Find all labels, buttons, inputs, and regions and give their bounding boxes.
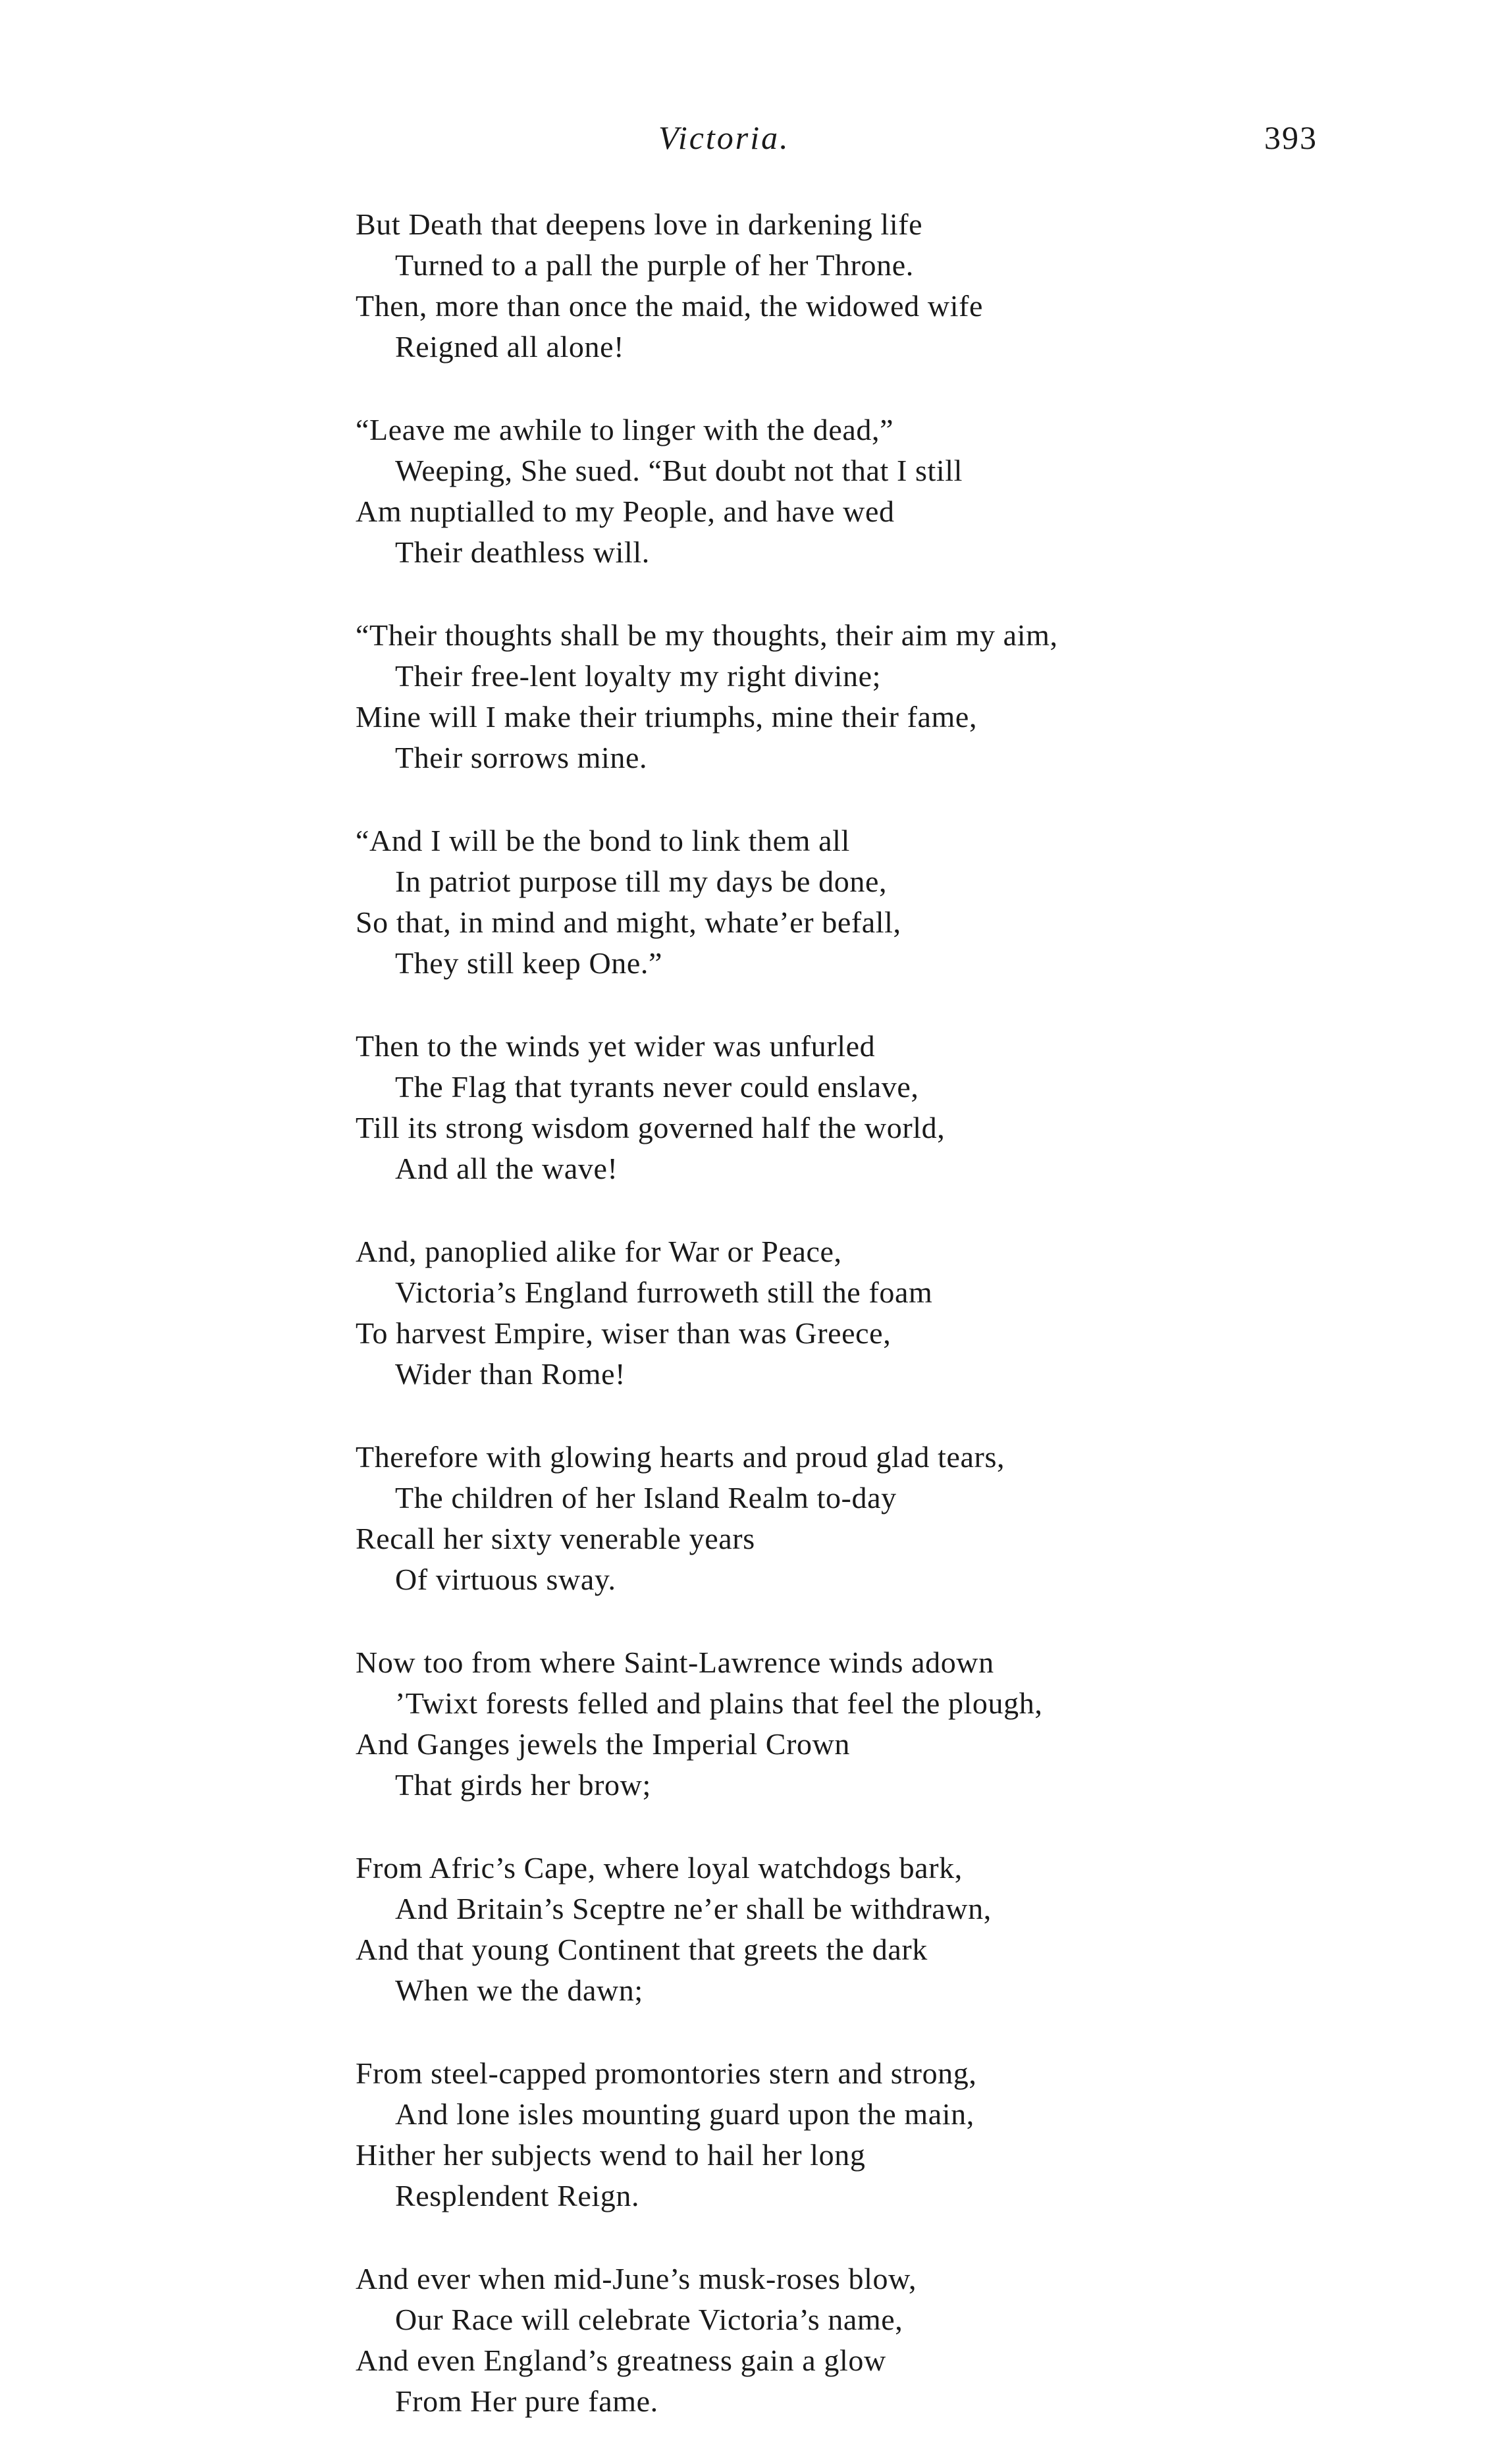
poem-line: From steel-capped promontories stern and strong, — [356, 2056, 977, 2090]
poem-line: Turned to a pall the purple of her Throne. — [395, 248, 914, 282]
poem-line: That girds her brow; — [395, 1768, 651, 1802]
poem-line: Am nuptialled to my People, and have wed — [356, 495, 895, 528]
stanza — [356, 2259, 1383, 2422]
poem-line: Now too from where Saint-Lawrence winds adown — [356, 1646, 994, 1679]
poem-line: Then, more than once the maid, the widowed wife — [356, 289, 984, 323]
poem-line: From Afric’s Cape, where loyal watchdogs bark, — [356, 1851, 963, 1885]
poem-line: And lone isles mounting guard upon the main, — [395, 2097, 974, 2131]
stanza — [356, 204, 1383, 367]
stanza — [356, 1437, 1383, 1600]
stanza — [356, 2053, 1383, 2216]
poem-line: When we the dawn; — [395, 1973, 643, 2007]
poem-line: And, panoplied alike for War or Peace, — [356, 1235, 842, 1268]
poem-line: Weeping, She sued. “But doubt not that I still — [395, 454, 963, 487]
poem-line: And Britain’s Sceptre ne’er shall be withdrawn, — [395, 1892, 992, 1925]
stanza — [356, 1642, 1383, 1806]
poem-body — [356, 204, 1383, 2464]
poem-line: And even England’s greatness gain a glow — [356, 2343, 886, 2377]
stanza — [356, 1231, 1383, 1395]
poem-line: But Death that deepens love in darkening life — [356, 207, 923, 241]
poem-line: The children of her Island Realm to-day — [395, 1481, 897, 1514]
running-title: Victoria. — [658, 119, 790, 156]
page-number: 393 — [1264, 119, 1318, 156]
poem-line: Mine will I make their triumphs, mine their fame, — [356, 700, 978, 734]
poem-line: Their sorrows mine. — [395, 741, 648, 774]
poem-line: Their deathless will. — [395, 535, 650, 569]
poem-line: Hither her subjects wend to hail her long — [356, 2138, 866, 2172]
poem-line: To harvest Empire, wiser than was Greece, — [356, 1316, 892, 1350]
poem-line: Therefore with glowing hearts and proud glad tears, — [356, 1440, 1005, 1474]
poem-line: The Flag that tyrants never could enslave, — [395, 1070, 919, 1104]
poem-line: Our Race will celebrate Victoria’s name, — [395, 2303, 903, 2336]
poem-line: So that, in mind and might, whate’er befall, — [356, 905, 901, 939]
stanza — [356, 1848, 1383, 2011]
poem-line: And Ganges jewels the Imperial Crown — [356, 1727, 851, 1761]
poem-line: “Their thoughts shall be my thoughts, their aim my aim, — [356, 618, 1058, 652]
poem-line: Their free-lent loyalty my right divine; — [395, 659, 882, 693]
poem-line: They still keep One.” — [395, 946, 663, 980]
poem-line: Then to the winds yet wider was unfurled — [356, 1029, 876, 1063]
poem-line: “Leave me awhile to linger with the dead,” — [356, 413, 894, 446]
poem-line: And all the wave! — [395, 1152, 618, 1185]
poem-line: Of virtuous sway. — [395, 1563, 616, 1596]
poem-line: In patriot purpose till my days be done, — [395, 865, 888, 898]
poem-line: Till its strong wisdom governed half the world, — [356, 1111, 946, 1144]
stanza — [356, 1026, 1383, 1189]
stanza — [356, 410, 1383, 573]
poem-line: Wider than Rome! — [395, 1357, 626, 1391]
poem-line: ’Twixt forests felled and plains that feel the plough, — [395, 1686, 1043, 1720]
poem-line: And that young Continent that greets the dark — [356, 1933, 928, 1966]
poem-line: Reigned all alone! — [395, 330, 625, 363]
poem-line: And ever when mid-June’s musk-roses blow, — [356, 2262, 917, 2295]
poem-line: From Her pure fame. — [395, 2384, 658, 2418]
stanza — [356, 615, 1383, 778]
poem-line: Victoria’s England furroweth still the foam — [395, 1275, 933, 1309]
poem-line: “And I will be the bond to link them all — [356, 824, 850, 857]
poem-line: Resplendent Reign. — [395, 2179, 640, 2212]
stanza — [356, 820, 1383, 984]
poem-line: Recall her sixty venerable years — [356, 1522, 755, 1555]
